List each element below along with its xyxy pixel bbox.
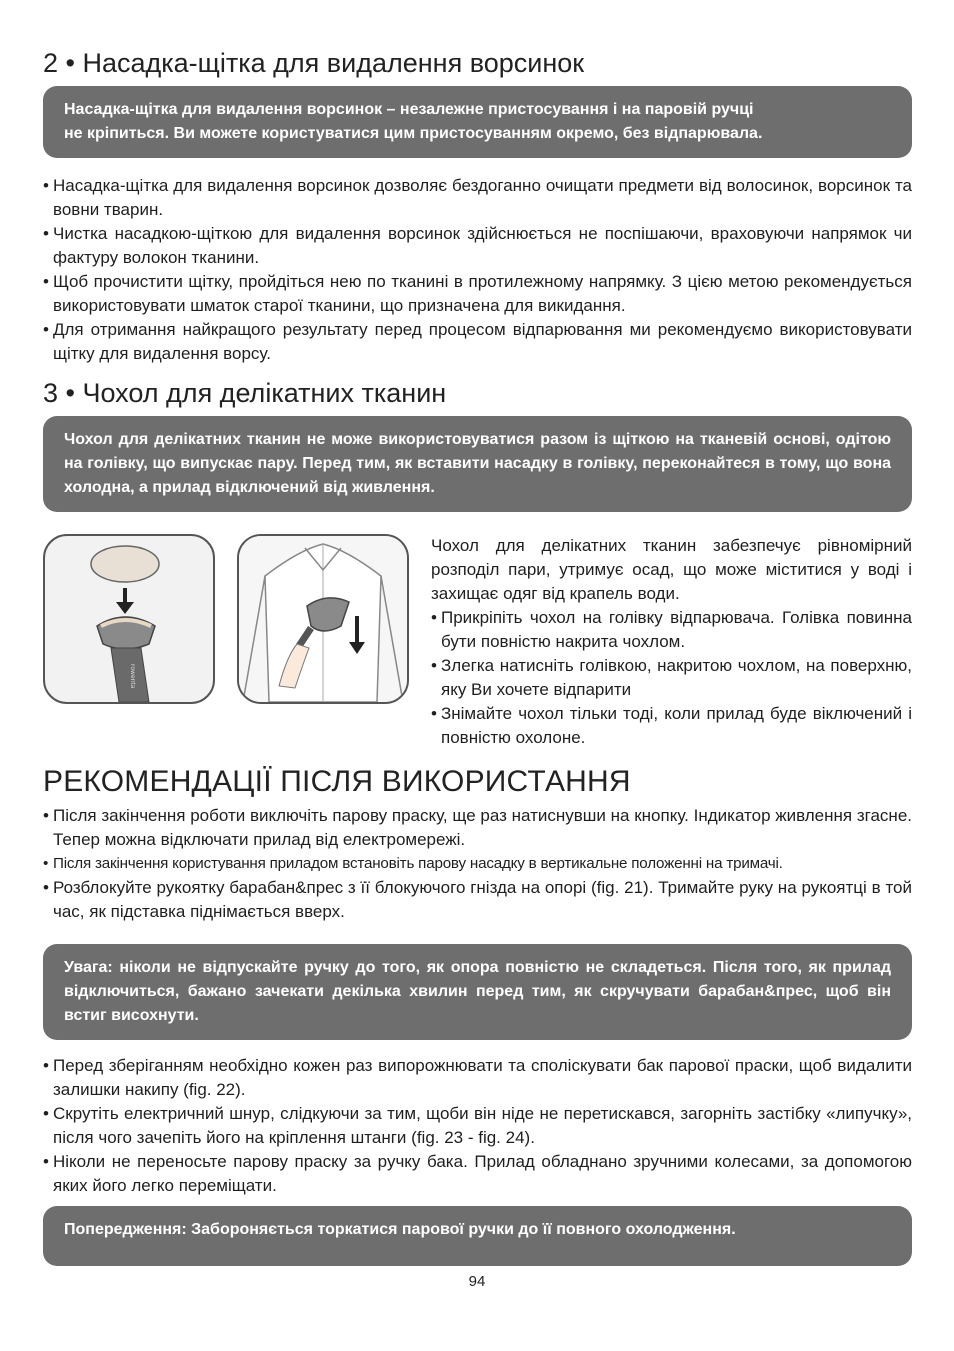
list-item: • Насадка-щітка для видалення ворсинок дозволяє бездоганно очищати предмети від волосинок, ворсинок та вовни тварин. — [43, 174, 912, 222]
page-number: 94 — [468, 1273, 486, 1290]
section2-notice-line2: не кріпиться. Ви можете користуватися цим пристосуванням окремо, без відпарювала. — [64, 125, 763, 142]
list-item: • Перед зберіганням необхідно кожен раз випорожнювати та споліскувати бак парової праски, щоб видалити залишки накипу (fig. 22). — [43, 1054, 912, 1102]
list-item: • Прикріпіть чохол на голівку відпарювача. Голівка повинна бути повністю накрита чохлом. — [431, 606, 912, 654]
section3-bullets — [431, 606, 912, 750]
figure-cover-attach — [43, 534, 215, 704]
cover-attach-illustration — [45, 536, 213, 702]
section2-title: 2 • Насадка-щітка для видалення ворсинок — [43, 48, 585, 78]
steam-shirt-illustration — [239, 536, 407, 702]
list-item: • Після закінчення користування приладом встановіть парову насадку в вертикальне положенні на тримачі. — [43, 852, 912, 876]
list-item: • Розблокуйте рукоятку барабан&прес з її блокуючого гнізда на опорі (fig. 21). Тримайте руку на рукоятці в той час, як підставка піднімається вверх. — [43, 876, 912, 924]
warning-notice: Попередження: Забороняється торкатися парової ручки до її повного охолодження. — [43, 1206, 912, 1266]
section3-notice: Чохол для делікатних тканин не може використовуватися разом із щіткою на тканевій основі, одітою на голівку, що випускає пару. Перед тим, як вставити насадку в голівку, переконайтеся в тому, що вона холодна, а прилад відключений від живлення. — [43, 416, 912, 512]
recommendations-title: РЕКОМЕНДАЦІЇ ПІСЛЯ ВИКОРИСТАННЯ — [43, 765, 631, 798]
list-item: • Після закінчення роботи виключіть парову праску, ще раз натиснувши на кнопку. Індикатор живлення згасне. Тепер можна відключати прилад від електромережі. — [43, 804, 912, 852]
list-item: • Чистка насадкою-щіткою для видалення ворсинок здійснюється не поспішаючи, враховуючи напрямок чи фактуру волокон тканини. — [43, 222, 912, 270]
figure-steam-shirt — [237, 534, 409, 704]
recommendations-notice: Увага: ніколи не відпускайте ручку до того, як опора повністю не складеться. Після того, як прилад відключиться, бажано зачекати декілька хвилин перед тим, як скручувати барабан&прес, щоб він встиг висохнути. — [43, 944, 912, 1040]
section3-content — [43, 534, 912, 750]
section3-text — [431, 534, 912, 750]
svg-text:rowenta: rowenta — [129, 664, 136, 689]
list-item: • Знімайте чохол тільки тоді, коли прилад буде віключений і повністю охолоне. — [431, 702, 912, 750]
recommendations-bullets-b — [43, 1054, 912, 1198]
recommendations-bullets-a — [43, 804, 912, 924]
list-item: • Ніколи не переносьте парову праску за ручку бака. Прилад обладнано зручними колесами, за допомогою яких його легко переміщати. — [43, 1150, 912, 1198]
list-item: • Скрутіть електричний шнур, слідкуючи за тим, щоби він ніде не перетискався, загорніть застібку «липучку», після чого зачепіть його на кріплення штанги (fig. 23 - fig. 24). — [43, 1102, 912, 1150]
list-item: • Злегка натисніть голівкою, накритою чохлом, на поверхню, яку Ви хочете відпарити — [431, 654, 912, 702]
list-item: • Для отримання найкращого результату перед процесом відпарювання ми рекомендуємо використовувати щітку для видалення ворсу. — [43, 318, 912, 366]
section2-notice — [43, 86, 912, 158]
section2-notice-line1: Насадка-щітка для видалення ворсинок – незалежне пристосування і на паровій ручці — [64, 101, 754, 118]
section2-bullets — [43, 174, 912, 366]
section3-title: 3 • Чохол для делікатних тканин — [43, 378, 447, 408]
list-item: • Щоб прочистити щітку, пройдіться нею по тканині в протилежному напрямку. З цією метою рекомендується використовувати шматок старої тканини, що призначена для викидання. — [43, 270, 912, 318]
section3-intro: Чохол для делікатних тканин забезпечує рівномірний розподіл пари, утримує осад, що може міститися у воді і захищає одяг від крапель води. — [431, 536, 912, 603]
page — [43, 46, 912, 1282]
